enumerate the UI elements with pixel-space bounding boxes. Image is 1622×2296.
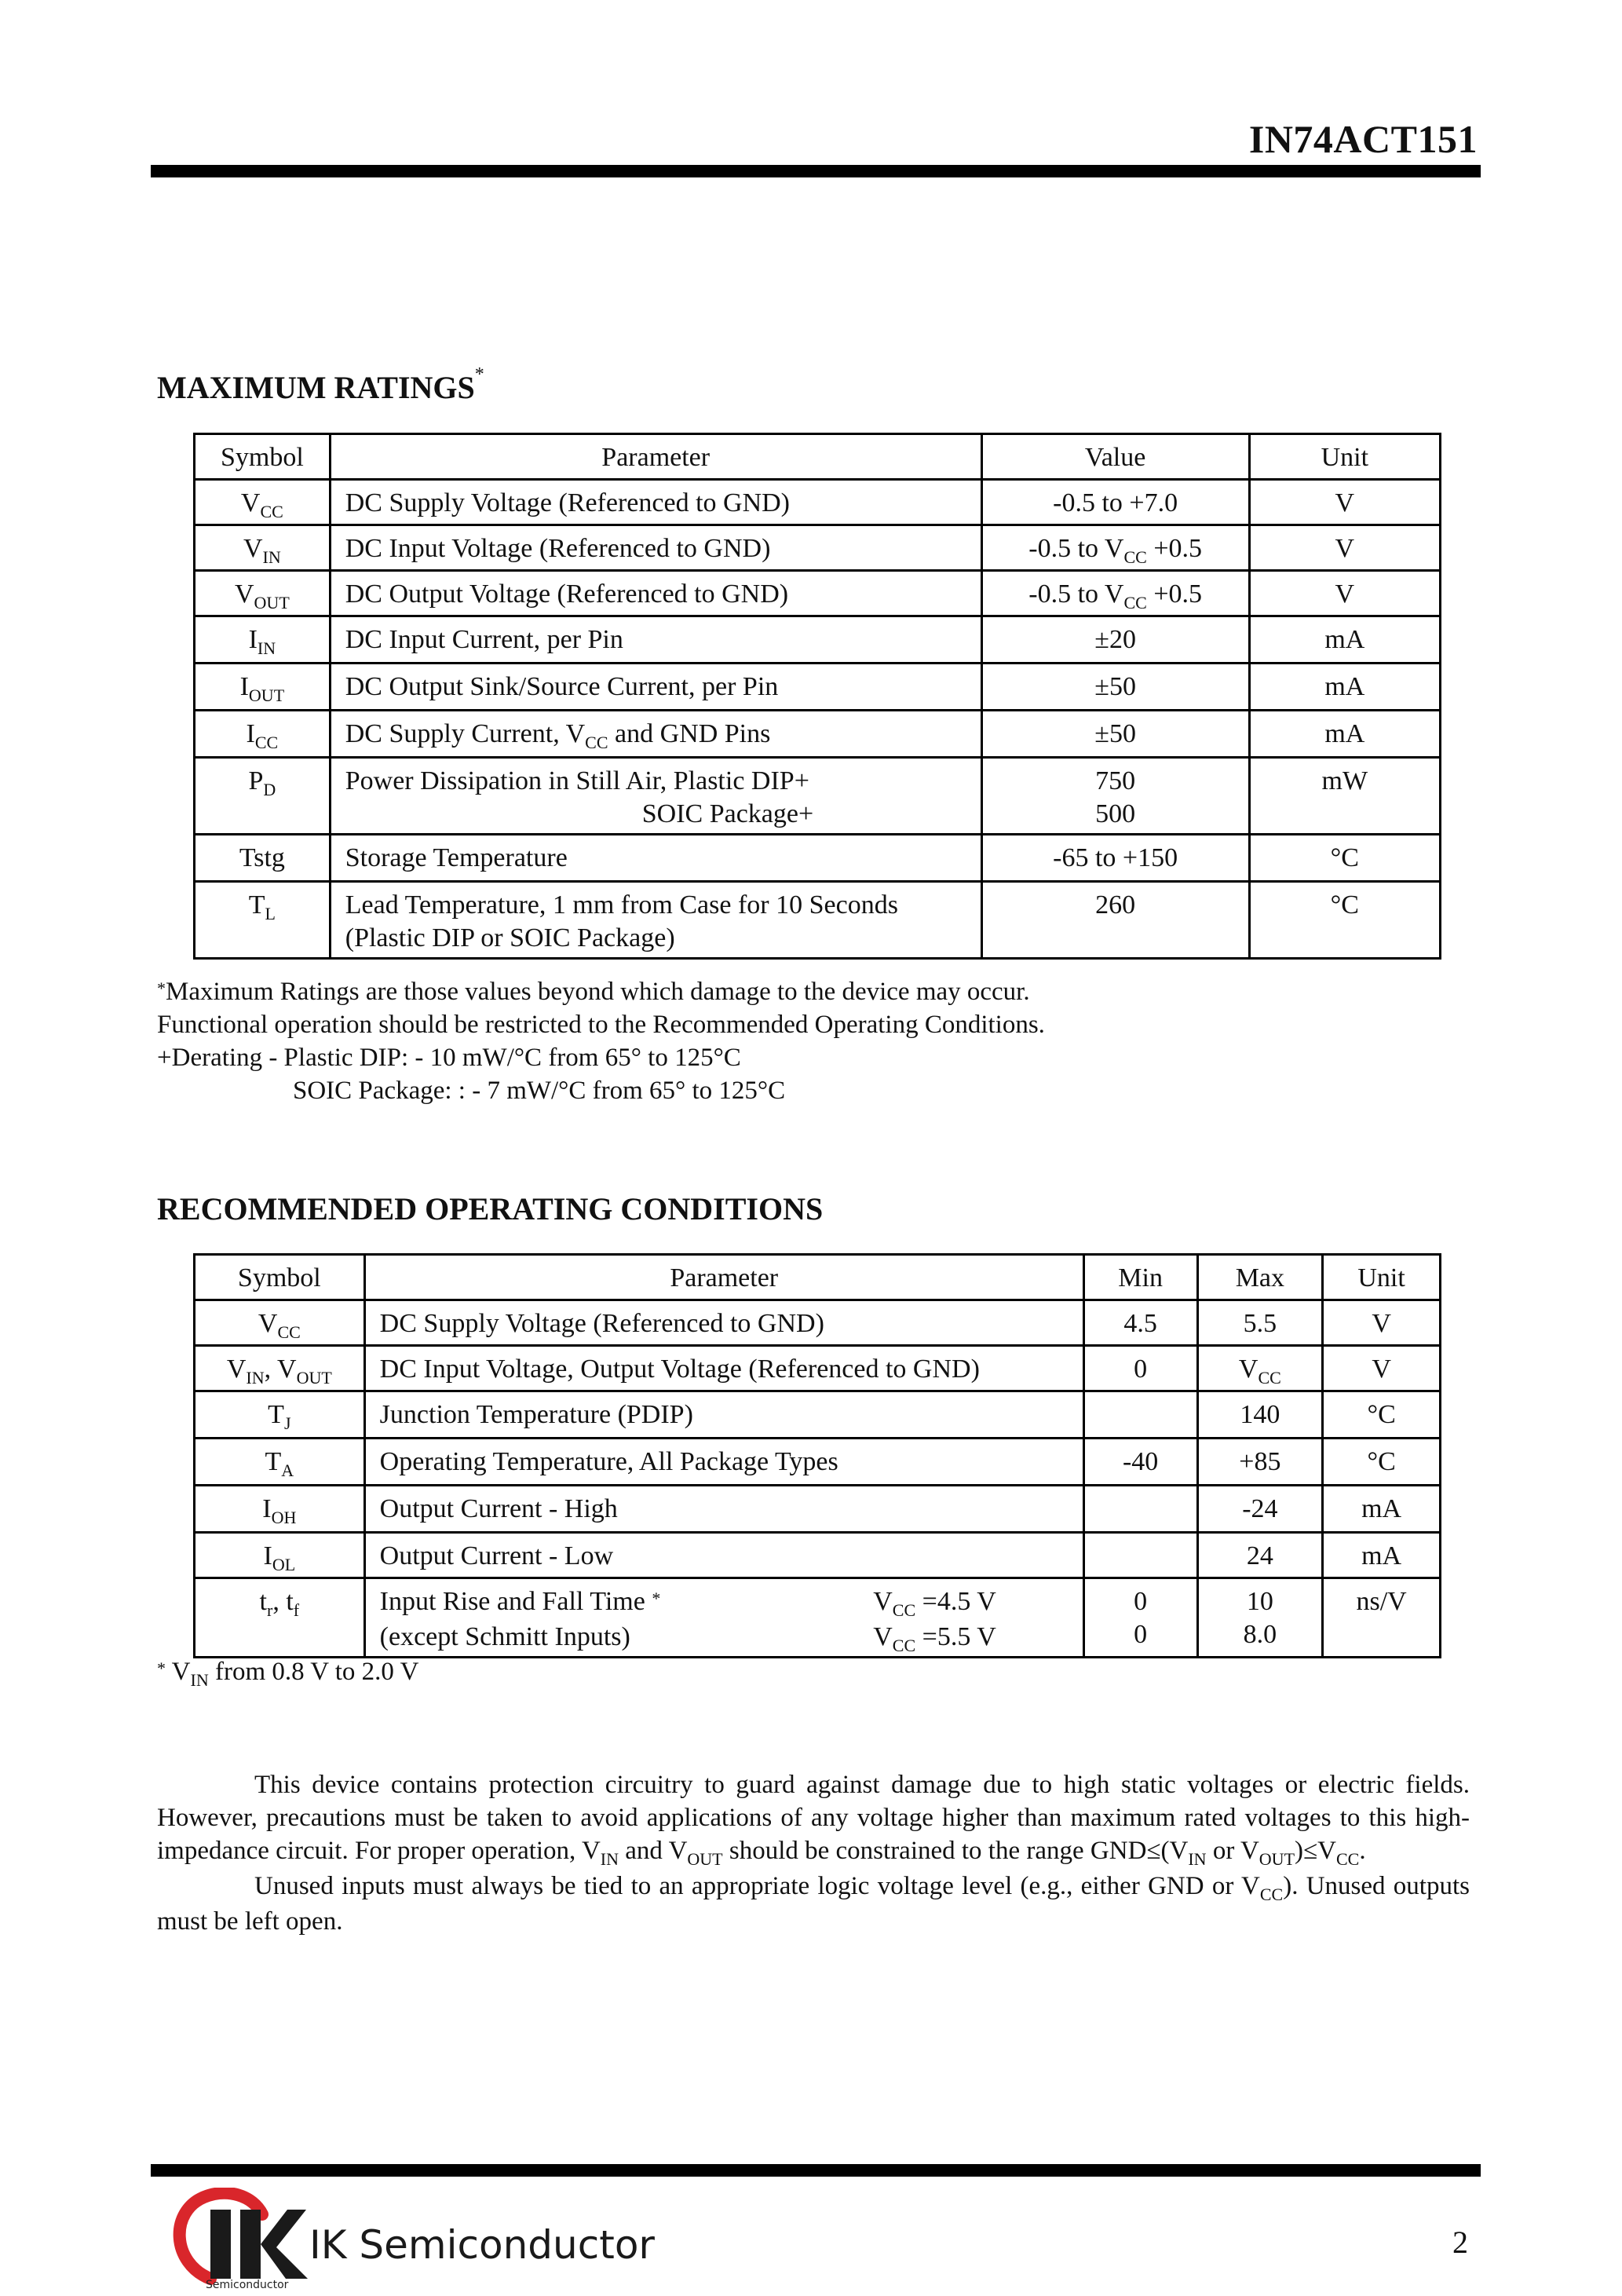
table-row: $I_{IN}$ DC Input Current, per Pin ±20 mA: [195, 616, 1441, 664]
header-rule: [151, 165, 1481, 177]
table-row: $T_J$ Junction Temperature (PDIP) 140 °C: [195, 1391, 1441, 1439]
footer-rule: [151, 2164, 1481, 2177]
table-row: $V_{IN}$, $V_{OUT}$ DC Input Voltage, Output Voltage (Referenced to GND) 0 $V_{CC}$ V: [195, 1346, 1441, 1391]
logo-letter-i: [210, 2210, 231, 2279]
part-number: IN74ACT151: [1248, 117, 1478, 161]
table-row: $I_{CC}$ DC Supply Current, $V_{CC}$ and GND Pins ±50 mA: [195, 711, 1441, 758]
rec-conditions-note: * $V_{IN}$ from 0.8 V to 2.0 V: [157, 1658, 419, 1690]
logo-letter-k-stem: [240, 2210, 261, 2279]
page-number: 2: [1452, 2225, 1468, 2260]
max-ratings-notes: *Maximum Ratings are those values beyond which damage to the device may occur. Functional operation should be restricted to the Recommended Operating Conditions. +Derating - Plastic DIP: - 10 mW/°C from 65° to 125°C SOIC Package: : - 7 mW/°C from 65° to 125°C: [157, 978, 1045, 1105]
table-header-row: Symbol Parameter Value Unit: [195, 434, 1441, 480]
table-header-row: Symbol Parameter Min Max Unit: [195, 1255, 1441, 1300]
logo-caption: Semiconductor: [206, 2279, 289, 2291]
table-row: $V_{IN}$ DC Input Voltage (Referenced to GND) -0.5 to $V_{CC} +0.5$ V: [195, 525, 1441, 571]
max-ratings-table: [193, 433, 1441, 960]
table-row: $t_r$, $t_f$ Input Rise and Fall Time * $V_{CC} =4.5$ V (except Schmitt Inputs) $V_{CC} =5.5$ V 0 0 10 8.0 ns/V: [195, 1578, 1441, 1658]
body-paragraph-2: Unused inputs must always be tied to an appropriate logic voltage level (e.g., either GND or $V_{CC}$). Unused outputs must be left open.: [157, 1872, 1470, 1936]
table-row: $V_{OUT}$ DC Output Voltage (Referenced to GND) -0.5 to $V_{CC} +0.5$ V: [195, 571, 1441, 616]
max-ratings-title: MAXIMUM RATINGS*: [157, 364, 484, 405]
table-row: $V_{CC}$ DC Supply Voltage (Referenced to GND) 4.5 5.5 V: [195, 1300, 1441, 1346]
table-row: $V_{CC}$ DC Supply Voltage (Referenced to GND) -0.5 to +7.0 V: [195, 480, 1441, 525]
table-row: $I_{OL}$ Output Current - Low 24 mA: [195, 1533, 1441, 1578]
rec-conditions-table: [193, 1253, 1441, 1658]
table-row: $P_D$ Power Dissipation in Still Air, Plastic DIP+ SOIC Package+ 750 500 mW: [195, 758, 1441, 835]
table-row: $T_L$ Lead Temperature, 1 mm from Case for 10 Seconds (Plastic DIP or SOIC Package) 260 °C: [195, 882, 1441, 959]
table-row: $I_{OH}$ Output Current - High -24 mA: [195, 1486, 1441, 1533]
body-text: [157, 1768, 1470, 1938]
logo-letter-k-arms: [261, 2210, 308, 2279]
body-paragraph-1: This device contains protection circuitry to guard against damage due to high static voltages or electric fields. However, precautions must be taken to avoid applications of any voltage higher than maximum rated voltages to this high-impedance circuit. For proper operation, $V_{IN}$ and $V_{OUT}$ should be constrained to the range $GND\le(V_{IN}$ or $V_{OUT})\le V_{CC}$.: [157, 1771, 1470, 1869]
table-row: Tstg Storage Temperature -65 to +150 °C: [195, 835, 1441, 882]
table-row: $T_A$ Operating Temperature, All Package Types -40 +85 °C: [195, 1439, 1441, 1486]
rec-conditions-title: RECOMMENDED OPERATING CONDITIONS: [157, 1191, 824, 1227]
table-row: $I_{OUT}$ DC Output Sink/Source Current, per Pin ±50 mA: [195, 664, 1441, 711]
company-name: IK Semiconductor: [309, 2222, 655, 2268]
